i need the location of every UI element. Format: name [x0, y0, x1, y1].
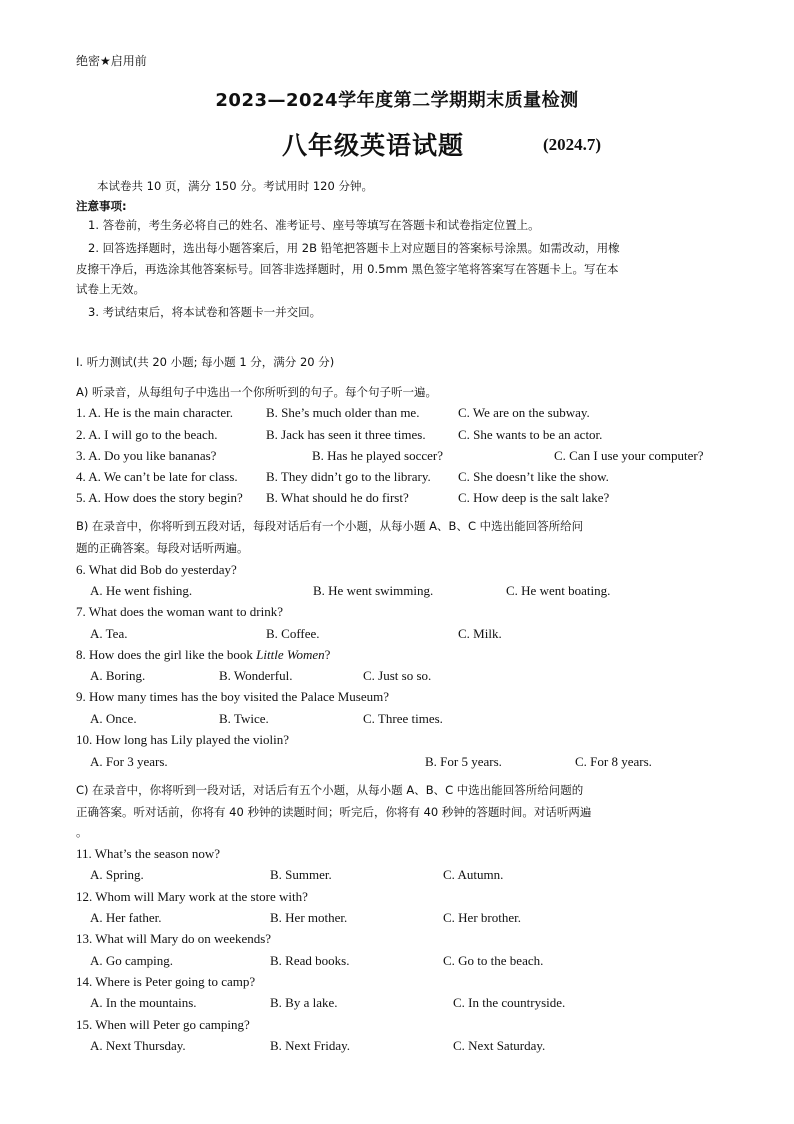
- q12-option-c: C. Her brother.: [443, 910, 521, 925]
- q3-option-a: 3. A. Do you like bananas?: [76, 448, 217, 463]
- exam-summary: 本试卷共 10 页，满分 150 分。考试用时 120 分钟。: [97, 179, 373, 193]
- part-b-instruction: B) 在录音中，你将听到五段对话，每段对话后有一个小题，从每小题 A、B、C 中选出能回答所给问: [76, 519, 584, 533]
- q14-option-c: C. In the countryside.: [453, 995, 566, 1010]
- q8-option-c: C. Just so so.: [363, 668, 432, 683]
- notice-item-1: 1. 答卷前，考生务必将自己的姓名、准考证号、座号等填写在答题卡和试卷指定位置上。: [88, 218, 540, 232]
- q8-option-b: B. Wonderful.: [219, 668, 293, 683]
- notice-item-2-end: 试卷上无效。: [76, 282, 145, 296]
- q8-question: 8. How does the girl like the book Little Women?: [76, 647, 331, 662]
- exam-title: 2023—2024学年度第二学期期末质量检测: [215, 90, 579, 111]
- q2-option-c: C. She wants to be an actor.: [458, 427, 603, 442]
- q9-option-b: B. Twice.: [219, 711, 269, 726]
- q12-option-b: B. Her mother.: [270, 910, 348, 925]
- part-a-instruction: A) 听录音，从每组句子中选出一个你所听到的句子。每个句子听一遍。: [76, 385, 438, 399]
- part-c-instruction: C) 在录音中，你将听到一段对话，对话后有五个小题，从每小题 A、B、C 中选出能回答所给问题的: [76, 783, 584, 797]
- q2-option-b: B. Jack has seen it three times.: [266, 427, 426, 442]
- q14-option-a: A. In the mountains.: [90, 995, 197, 1010]
- part-b-instruction-cont: 题的正确答案。每段对话听两遍。: [76, 541, 249, 555]
- q7-option-c: C. Milk.: [458, 626, 502, 641]
- q4-option-b: B. They didn’t go to the library.: [266, 469, 431, 484]
- q6-question: 6. What did Bob do yesterday?: [76, 562, 237, 577]
- q12-option-a: A. Her father.: [90, 910, 162, 925]
- part-c-instruction-end: 。: [76, 825, 88, 839]
- notice-item-2-cont: 皮擦干净后，再选涂其他答案标号。回答非选择题时，用 0.5mm 黑色签字笔将答案写在答题卡上。写在本: [76, 262, 619, 276]
- q4-option-a: 4. A. We can’t be late for class.: [76, 469, 238, 484]
- q6-option-c: C. He went boating.: [506, 583, 611, 598]
- q15-option-c: C. Next Saturday.: [453, 1038, 546, 1053]
- q13-option-a: A. Go camping.: [90, 953, 174, 968]
- q7-option-a: A. Tea.: [90, 626, 128, 641]
- q5-option-c: C. How deep is the salt lake?: [458, 490, 610, 505]
- q6-option-b: B. He went swimming.: [313, 583, 434, 598]
- q13-option-b: B. Read books.: [270, 953, 350, 968]
- q13-option-c: C. Go to the beach.: [443, 953, 544, 968]
- part-c-instruction-cont: 正确答案。听对话前，你将有 40 秒钟的读题时间；听完后，你将有 40 秒钟的答题时间。对话听两遍: [76, 805, 592, 819]
- q10-option-a: A. For 3 years.: [90, 754, 168, 769]
- q14-option-b: B. By a lake.: [270, 995, 338, 1010]
- q1-option-b: B. She’s much older than me.: [266, 405, 420, 420]
- q11-option-a: A. Spring.: [90, 867, 144, 882]
- confidential-label: 绝密★启用前: [76, 54, 147, 68]
- notice-item-3: 3. 考试结束后，将本试卷和答题卡一并交回。: [88, 305, 322, 319]
- q4-option-c: C. She doesn’t like the show.: [458, 469, 609, 484]
- q1-option-a: 1. A. He is the main character.: [76, 405, 234, 420]
- q6-option-a: A. He went fishing.: [90, 583, 193, 598]
- q15-option-a: A. Next Thursday.: [90, 1038, 186, 1053]
- q11-option-b: B. Summer.: [270, 867, 332, 882]
- exam-date: (2024.7): [543, 135, 602, 154]
- q3-option-b: B. Has he played soccer?: [312, 448, 444, 463]
- q1-option-c: C. We are on the subway.: [458, 405, 590, 420]
- q5-option-b: B. What should he do first?: [266, 490, 409, 505]
- q9-question: 9. How many times has the boy visited the Palace Museum?: [76, 689, 390, 704]
- q5-option-a: 5. A. How does the story begin?: [76, 490, 243, 505]
- q10-question: 10. How long has Lily played the violin?: [76, 732, 290, 747]
- book-title: Little Women: [256, 647, 325, 662]
- q15-question: 15. When will Peter go camping?: [76, 1017, 250, 1032]
- q11-question: 11. What’s the season now?: [76, 846, 221, 861]
- q14-question: 14. Where is Peter going to camp?: [76, 974, 256, 989]
- q10-option-b: B. For 5 years.: [425, 754, 502, 769]
- q13-question: 13. What will Mary do on weekends?: [76, 931, 272, 946]
- q9-option-a: A. Once.: [90, 711, 137, 726]
- q3-option-c: C. Can I use your computer?: [554, 448, 704, 463]
- q11-option-c: C. Autumn.: [443, 867, 504, 882]
- q10-option-c: C. For 8 years.: [575, 754, 652, 769]
- q7-option-b: B. Coffee.: [266, 626, 320, 641]
- q7-question: 7. What does the woman want to drink?: [76, 604, 283, 619]
- exam-subject-title: 八年级英语试题: [282, 131, 465, 160]
- q15-option-b: B. Next Friday.: [270, 1038, 351, 1053]
- q9-option-c: C. Three times.: [363, 711, 443, 726]
- notice-label: 注意事项:: [76, 199, 127, 213]
- q12-question: 12. Whom will Mary work at the store with?: [76, 889, 308, 904]
- q2-option-a: 2. A. I will go to the beach.: [76, 427, 218, 442]
- section-heading: I. 听力测试(共 20 小题; 每小题 1 分，满分 20 分): [76, 355, 335, 369]
- notice-item-2: 2. 回答选择题时，选出每小题答案后，用 2B 铅笔把答题卡上对应题目的答案标号涂黑。如需改动，用橡: [88, 241, 620, 255]
- q8-option-a: A. Boring.: [90, 668, 146, 683]
